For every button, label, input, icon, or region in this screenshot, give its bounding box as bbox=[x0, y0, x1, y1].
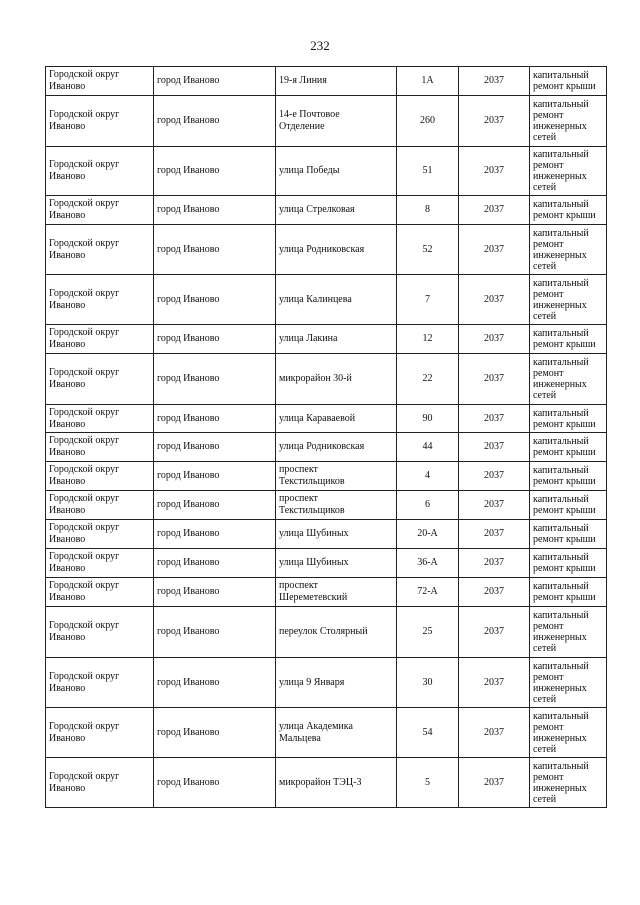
city-cell bbox=[154, 96, 276, 147]
work-type-cell bbox=[530, 325, 607, 354]
street-cell bbox=[276, 405, 397, 433]
house-number-cell bbox=[397, 67, 459, 96]
year-cell-text: 2037 bbox=[484, 115, 504, 126]
house-number-cell bbox=[397, 405, 459, 433]
year-cell-text: 2037 bbox=[484, 75, 504, 86]
city-cell bbox=[154, 325, 276, 354]
work-type-cell-text: капитальный ремонт крыши bbox=[533, 523, 596, 545]
district-cell bbox=[46, 96, 154, 147]
year-cell bbox=[459, 354, 530, 405]
street-cell-text: микрорайон ТЭЦ-3 bbox=[279, 776, 362, 788]
year-cell-text: 2037 bbox=[484, 333, 504, 344]
work-type-cell bbox=[530, 433, 607, 462]
city-cell-text: город Иваново bbox=[157, 293, 220, 305]
district-cell-text: Городской округ Иваново bbox=[49, 620, 120, 643]
district-cell bbox=[46, 658, 154, 708]
district-cell bbox=[46, 225, 154, 275]
city-cell bbox=[154, 578, 276, 607]
city-cell bbox=[154, 658, 276, 708]
work-type-cell bbox=[530, 275, 607, 325]
street-cell-text: микрорайон 30-й bbox=[279, 373, 352, 384]
table-row bbox=[46, 758, 607, 808]
street-cell bbox=[276, 96, 397, 147]
city-cell bbox=[154, 549, 276, 578]
street-cell bbox=[276, 549, 397, 578]
work-type-cell-text: капитальный ремонт инженерных сетей bbox=[533, 99, 589, 143]
table-row bbox=[46, 520, 607, 549]
city-cell bbox=[154, 405, 276, 433]
year-cell bbox=[459, 67, 530, 96]
city-cell bbox=[154, 462, 276, 491]
work-type-cell bbox=[530, 96, 607, 147]
street-cell-text: переулок Столярный bbox=[279, 626, 368, 637]
district-cell-text: Городской округ Иваново bbox=[49, 720, 120, 744]
house-number-cell-text: 44 bbox=[422, 441, 433, 452]
district-cell bbox=[46, 578, 154, 607]
house-number-cell-text: 1А bbox=[421, 75, 434, 86]
street-cell-text: проспект Текстильщиков bbox=[279, 493, 345, 516]
year-cell-text: 2037 bbox=[484, 441, 504, 452]
work-type-cell bbox=[530, 549, 607, 578]
year-cell bbox=[459, 658, 530, 708]
work-type-cell-text: капитальный ремонт инженерных сетей bbox=[533, 660, 589, 705]
district-cell-text: Городской округ Иваново bbox=[49, 493, 120, 516]
work-type-cell bbox=[530, 354, 607, 405]
year-cell-text: 2037 bbox=[484, 204, 504, 215]
table-row bbox=[46, 658, 607, 708]
table-row bbox=[46, 491, 607, 520]
work-type-cell bbox=[530, 607, 607, 658]
work-type-cell bbox=[530, 758, 607, 808]
work-type-cell-text: капитальный ремонт крыши bbox=[533, 328, 596, 350]
district-cell bbox=[46, 491, 154, 520]
table-row bbox=[46, 607, 607, 658]
street-cell bbox=[276, 607, 397, 658]
year-cell-text: 2037 bbox=[484, 557, 504, 568]
street-cell bbox=[276, 225, 397, 275]
work-type-cell-text: капитальный ремонт крыши bbox=[533, 436, 596, 458]
table-row bbox=[46, 147, 607, 196]
table-row bbox=[46, 275, 607, 325]
year-cell bbox=[459, 196, 530, 225]
city-cell-text: город Иваново bbox=[157, 776, 220, 788]
year-cell bbox=[459, 491, 530, 520]
district-cell-text: Городской округ Иваново bbox=[49, 670, 120, 694]
district-cell bbox=[46, 405, 154, 433]
street-cell-text: улица Шубиных bbox=[279, 557, 349, 568]
work-type-cell-text: капитальный ремонт инженерных сетей bbox=[533, 710, 589, 755]
street-cell-text: проспект Текстильщиков bbox=[279, 464, 345, 487]
district-cell bbox=[46, 758, 154, 808]
table-row bbox=[46, 196, 607, 225]
table-row bbox=[46, 325, 607, 354]
work-type-cell bbox=[530, 225, 607, 275]
work-type-cell bbox=[530, 405, 607, 433]
house-number-cell-text: 12 bbox=[422, 333, 433, 344]
city-cell bbox=[154, 275, 276, 325]
year-cell-text: 2037 bbox=[484, 776, 504, 788]
street-cell bbox=[276, 354, 397, 405]
house-number-cell-text: 36-А bbox=[417, 557, 438, 568]
street-cell bbox=[276, 758, 397, 808]
street-cell-text: улица 9 Января bbox=[279, 676, 345, 688]
street-cell-text: 19-я Линия bbox=[279, 75, 327, 86]
work-type-cell-text: капитальный ремонт крыши bbox=[533, 494, 596, 516]
city-cell bbox=[154, 708, 276, 758]
year-cell-text: 2037 bbox=[484, 499, 504, 510]
house-number-cell-text: 22 bbox=[422, 373, 433, 384]
work-type-cell-text: капитальный ремонт крыши bbox=[533, 199, 596, 221]
house-number-cell bbox=[397, 462, 459, 491]
street-cell-text: улица Шубиных bbox=[279, 528, 349, 539]
city-cell-text: город Иваново bbox=[157, 726, 220, 738]
house-number-cell-text: 72-А bbox=[417, 586, 438, 597]
district-cell bbox=[46, 354, 154, 405]
work-type-cell bbox=[530, 462, 607, 491]
table-body bbox=[46, 67, 607, 808]
district-cell-text: Городской округ Иваново bbox=[49, 770, 120, 794]
city-cell bbox=[154, 433, 276, 462]
street-cell bbox=[276, 275, 397, 325]
city-cell-text: город Иваново bbox=[157, 333, 220, 344]
street-cell-text: улица Родниковская bbox=[279, 243, 365, 255]
house-number-cell bbox=[397, 275, 459, 325]
city-cell-text: город Иваново bbox=[157, 676, 220, 688]
table-row bbox=[46, 549, 607, 578]
table-row bbox=[46, 708, 607, 758]
page-number: 232 bbox=[310, 38, 330, 53]
work-type-cell-text: капитальный ремонт крыши bbox=[533, 70, 596, 92]
table-row bbox=[46, 405, 607, 433]
house-number-cell-text: 7 bbox=[425, 293, 430, 305]
year-cell-text: 2037 bbox=[484, 373, 504, 384]
city-cell-text: город Иваново bbox=[157, 204, 220, 215]
table-row bbox=[46, 462, 607, 491]
district-cell bbox=[46, 549, 154, 578]
house-number-cell bbox=[397, 491, 459, 520]
work-type-cell bbox=[530, 147, 607, 196]
city-cell-text: город Иваново bbox=[157, 165, 220, 176]
house-number-cell bbox=[397, 433, 459, 462]
work-type-cell-text: капитальный ремонт крыши bbox=[533, 552, 596, 574]
year-cell bbox=[459, 578, 530, 607]
year-cell bbox=[459, 708, 530, 758]
year-cell-text: 2037 bbox=[484, 165, 504, 176]
work-type-cell-text: капитальный ремонт инженерных сетей bbox=[533, 610, 589, 654]
district-cell-text: Городской округ Иваново bbox=[49, 367, 120, 390]
house-number-cell-text: 20-А bbox=[417, 528, 438, 539]
house-number-cell-text: 6 bbox=[425, 499, 430, 510]
year-cell-text: 2037 bbox=[484, 528, 504, 539]
table-row bbox=[46, 354, 607, 405]
year-cell-text: 2037 bbox=[484, 726, 504, 738]
work-type-cell bbox=[530, 196, 607, 225]
city-cell bbox=[154, 67, 276, 96]
city-cell-text: город Иваново bbox=[157, 470, 220, 481]
district-cell bbox=[46, 607, 154, 658]
district-cell-text: Городской округ Иваново bbox=[49, 287, 120, 311]
work-type-cell bbox=[530, 67, 607, 96]
house-number-cell-text: 52 bbox=[422, 243, 433, 255]
table-row bbox=[46, 578, 607, 607]
year-cell bbox=[459, 433, 530, 462]
work-type-cell-text: капитальный ремонт инженерных сетей bbox=[533, 760, 589, 805]
work-type-cell bbox=[530, 578, 607, 607]
street-cell-text: улица Стрелковая bbox=[279, 204, 355, 215]
street-cell-text: улица Победы bbox=[279, 165, 340, 176]
year-cell bbox=[459, 147, 530, 196]
year-cell bbox=[459, 758, 530, 808]
work-type-cell-text: капитальный ремонт инженерных сетей bbox=[533, 227, 589, 272]
district-cell bbox=[46, 708, 154, 758]
house-number-cell-text: 54 bbox=[422, 726, 433, 738]
district-cell-text: Городской округ Иваново bbox=[49, 464, 120, 487]
street-cell-text: улица Калинцева bbox=[279, 293, 352, 305]
street-cell-text: 14-е Почтовое Отделение bbox=[279, 109, 340, 132]
district-cell-text: Городской округ Иваново bbox=[49, 406, 120, 430]
street-cell-text: улица Родниковская bbox=[279, 441, 365, 452]
district-cell-text: Городской округ Иваново bbox=[49, 109, 120, 132]
house-number-cell bbox=[397, 96, 459, 147]
city-cell-text: город Иваново bbox=[157, 412, 220, 424]
house-number-cell-text: 8 bbox=[425, 204, 430, 215]
work-type-cell-text: капитальный ремонт инженерных сетей bbox=[533, 357, 589, 401]
city-cell-text: город Иваново bbox=[157, 499, 220, 510]
street-cell-text: улица Караваевой bbox=[279, 412, 356, 424]
house-number-cell bbox=[397, 578, 459, 607]
year-cell bbox=[459, 325, 530, 354]
house-number-cell bbox=[397, 549, 459, 578]
year-cell-text: 2037 bbox=[484, 243, 504, 255]
house-number-cell bbox=[397, 225, 459, 275]
house-number-cell bbox=[397, 708, 459, 758]
house-number-cell-text: 5 bbox=[425, 776, 430, 788]
district-cell-text: Городской округ Иваново bbox=[49, 159, 120, 182]
city-cell-text: город Иваново bbox=[157, 75, 220, 86]
city-cell bbox=[154, 491, 276, 520]
city-cell-text: город Иваново bbox=[157, 441, 220, 452]
city-cell-text: город Иваново bbox=[157, 586, 220, 597]
year-cell bbox=[459, 462, 530, 491]
district-cell-text: Городской округ Иваново bbox=[49, 327, 120, 350]
district-cell bbox=[46, 196, 154, 225]
year-cell bbox=[459, 405, 530, 433]
year-cell bbox=[459, 607, 530, 658]
district-cell bbox=[46, 433, 154, 462]
house-number-cell-text: 30 bbox=[422, 676, 433, 688]
city-cell bbox=[154, 520, 276, 549]
district-cell-text: Городской округ Иваново bbox=[49, 237, 120, 261]
year-cell bbox=[459, 96, 530, 147]
house-number-cell bbox=[397, 325, 459, 354]
district-cell bbox=[46, 520, 154, 549]
street-cell bbox=[276, 147, 397, 196]
work-type-cell-text: капитальный ремонт инженерных сетей bbox=[533, 149, 589, 193]
house-number-cell bbox=[397, 147, 459, 196]
house-number-cell bbox=[397, 607, 459, 658]
year-cell bbox=[459, 520, 530, 549]
house-number-cell-text: 90 bbox=[422, 412, 433, 424]
district-cell-text: Городской округ Иваново bbox=[49, 580, 120, 603]
district-cell-text: Городской округ Иваново bbox=[49, 69, 120, 92]
house-number-cell-text: 260 bbox=[420, 115, 435, 126]
work-type-cell-text: капитальный ремонт инженерных сетей bbox=[533, 277, 589, 322]
city-cell-text: город Иваново bbox=[157, 243, 220, 255]
year-cell-text: 2037 bbox=[484, 586, 504, 597]
table-row bbox=[46, 96, 607, 147]
city-cell-text: город Иваново bbox=[157, 557, 220, 568]
district-cell bbox=[46, 67, 154, 96]
year-cell-text: 2037 bbox=[484, 412, 504, 424]
city-cell bbox=[154, 225, 276, 275]
work-type-cell bbox=[530, 491, 607, 520]
city-cell bbox=[154, 147, 276, 196]
street-cell bbox=[276, 491, 397, 520]
house-number-cell bbox=[397, 758, 459, 808]
city-cell-text: город Иваново bbox=[157, 373, 220, 384]
year-cell-text: 2037 bbox=[484, 676, 504, 688]
city-cell bbox=[154, 607, 276, 658]
year-cell bbox=[459, 275, 530, 325]
house-number-cell-text: 51 bbox=[422, 165, 433, 176]
district-cell bbox=[46, 325, 154, 354]
house-number-cell-text: 25 bbox=[422, 626, 433, 637]
table-row bbox=[46, 225, 607, 275]
district-cell-text: Городской округ Иваново bbox=[49, 198, 120, 221]
city-cell bbox=[154, 758, 276, 808]
street-cell bbox=[276, 433, 397, 462]
street-cell-text: улица Лакина bbox=[279, 333, 338, 344]
house-number-cell-text: 4 bbox=[425, 470, 430, 481]
work-type-cell bbox=[530, 708, 607, 758]
street-cell-text: проспект Шереметевский bbox=[279, 580, 348, 603]
city-cell-text: город Иваново bbox=[157, 115, 220, 126]
city-cell bbox=[154, 354, 276, 405]
street-cell bbox=[276, 708, 397, 758]
house-number-cell bbox=[397, 658, 459, 708]
year-cell-text: 2037 bbox=[484, 626, 504, 637]
table-row bbox=[46, 433, 607, 462]
table-row bbox=[46, 67, 607, 96]
district-cell bbox=[46, 147, 154, 196]
street-cell-text: улица Академика Мальцева bbox=[279, 720, 353, 744]
work-type-cell-text: капитальный ремонт крыши bbox=[533, 407, 596, 430]
year-cell-text: 2037 bbox=[484, 293, 504, 305]
district-cell-text: Городской округ Иваново bbox=[49, 435, 120, 458]
year-cell-text: 2037 bbox=[484, 470, 504, 481]
house-number-cell bbox=[397, 354, 459, 405]
street-cell bbox=[276, 520, 397, 549]
street-cell bbox=[276, 578, 397, 607]
repair-schedule-table bbox=[45, 66, 607, 808]
city-cell-text: город Иваново bbox=[157, 528, 220, 539]
street-cell bbox=[276, 67, 397, 96]
work-type-cell bbox=[530, 658, 607, 708]
street-cell bbox=[276, 658, 397, 708]
street-cell bbox=[276, 196, 397, 225]
district-cell-text: Городской округ Иваново bbox=[49, 522, 120, 545]
city-cell bbox=[154, 196, 276, 225]
house-number-cell bbox=[397, 196, 459, 225]
work-type-cell bbox=[530, 520, 607, 549]
district-cell-text: Городской округ Иваново bbox=[49, 551, 120, 574]
work-type-cell-text: капитальный ремонт крыши bbox=[533, 581, 596, 603]
year-cell bbox=[459, 549, 530, 578]
district-cell bbox=[46, 462, 154, 491]
district-cell bbox=[46, 275, 154, 325]
year-cell bbox=[459, 225, 530, 275]
street-cell bbox=[276, 462, 397, 491]
city-cell-text: город Иваново bbox=[157, 626, 220, 637]
house-number-cell bbox=[397, 520, 459, 549]
street-cell bbox=[276, 325, 397, 354]
work-type-cell-text: капитальный ремонт крыши bbox=[533, 465, 596, 487]
